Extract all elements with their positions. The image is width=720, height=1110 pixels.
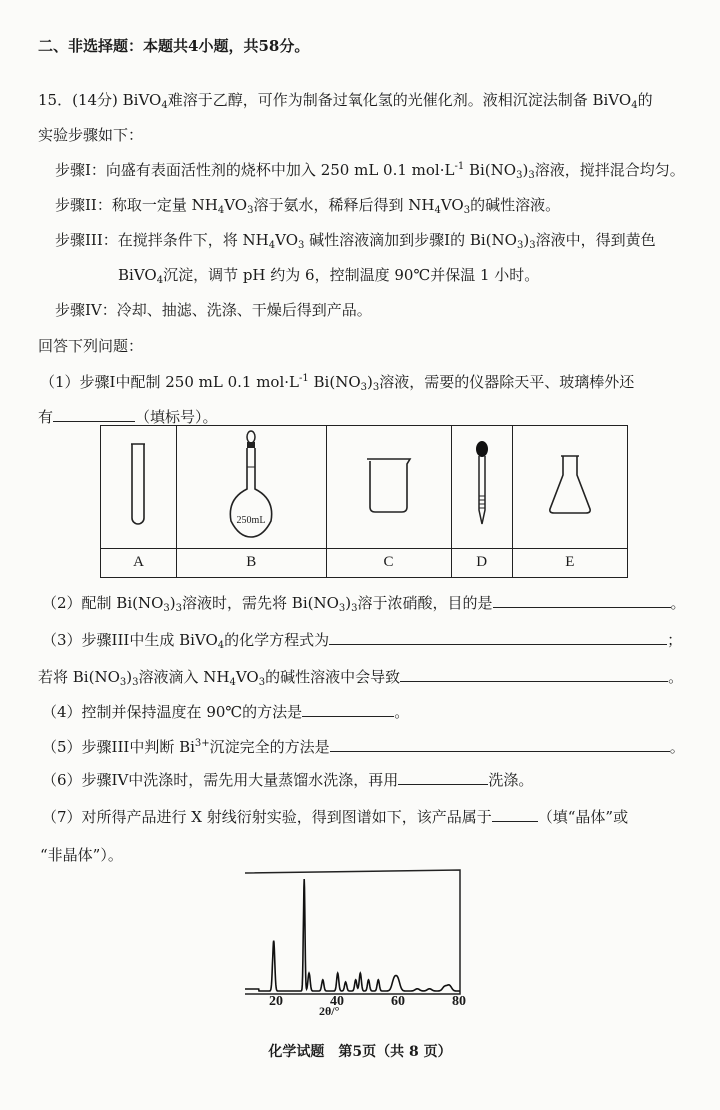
text-segment: 15．(14分) BiVO: [38, 91, 162, 109]
text-segment: “非晶体”）。: [40, 846, 123, 864]
text-segment: 的: [637, 91, 653, 109]
text-segment: BiVO: [118, 266, 157, 284]
section-heading: [38, 36, 309, 56]
subscript: 3: [463, 205, 471, 216]
text-segment: 的化学方程式为: [224, 631, 330, 649]
text-segment: 步骤II：称取一定量 NH: [55, 196, 218, 214]
x-tick-label: 80: [452, 994, 466, 1009]
subscript: 3: [132, 677, 139, 688]
subscript: 4: [229, 677, 236, 688]
subscript: 3: [528, 170, 535, 181]
step-3-continued: [118, 265, 539, 285]
answer-prompt: [38, 336, 143, 356]
step-2: [55, 195, 560, 215]
question-2: [42, 593, 686, 613]
apparatus-c-cell: [326, 426, 451, 549]
apparatus-a-cell: [101, 426, 177, 549]
text-segment: （4）控制并保持温度在 90℃的方法是: [42, 703, 303, 721]
subscript: 3: [372, 382, 380, 393]
text-segment: 溶液时，需先将 Bi(NO: [182, 594, 339, 612]
conical-flask-icon: [547, 453, 593, 517]
subscript: 3: [529, 240, 536, 251]
text-segment: 溶液中，得到黄色: [535, 231, 656, 249]
text-segment: VO: [235, 668, 259, 686]
subscript: 3: [338, 603, 346, 614]
text-segment: 回答下列问题：: [38, 337, 144, 355]
subscript: 3: [360, 382, 367, 393]
question-intro-2: [38, 125, 143, 145]
question-7-continued: [40, 845, 123, 865]
text-segment: VO: [440, 196, 464, 214]
text-segment: 溶于浓硝酸，目的是: [357, 594, 493, 612]
answer-blank: [329, 630, 667, 645]
text-segment: 。: [669, 738, 685, 756]
step-1: [55, 160, 685, 180]
subscript: 3: [175, 603, 183, 614]
text-segment: 有: [38, 408, 54, 426]
text-segment: 步骤III：在搅拌条件下，将 NH: [55, 231, 269, 249]
apparatus-label: C: [326, 548, 451, 577]
subscript: 3: [516, 240, 524, 251]
text-segment: Bi(NO: [464, 161, 517, 179]
text-segment: ；: [667, 631, 683, 649]
answer-blank: [398, 770, 488, 785]
text-segment: （1）步骤I中配制 250 mL 0.1 mol·L: [40, 373, 299, 391]
text-segment: 难溶于乙醇，可作为制备过氧化氢的光催化剂。液相沉淀法制备 BiVO: [167, 91, 632, 109]
text-segment: （5）步骤III中判断 Bi: [42, 738, 195, 756]
subscript: 4: [156, 275, 164, 286]
question-3: [42, 630, 682, 650]
text-segment: ): [522, 161, 529, 179]
volumetric-flask-icon: [221, 429, 281, 541]
text-segment: VO: [224, 196, 248, 214]
text-segment: 实验步骤如下：: [38, 126, 144, 144]
chart-frame: [245, 870, 460, 994]
question-5: [42, 737, 685, 757]
question-4: [42, 702, 409, 722]
text-segment: ): [126, 668, 133, 686]
text-segment: 。: [668, 668, 684, 686]
text-segment: 的碱性溶液。: [470, 196, 561, 214]
text-segment: 。: [670, 594, 686, 612]
apparatus-label: D: [451, 548, 512, 577]
answer-blank: [330, 737, 670, 752]
subscript: 3: [298, 240, 305, 251]
text-segment: （填标号）。: [135, 408, 218, 426]
subscript: 3: [119, 677, 127, 688]
text-segment: 步骤IV：冷却、抽滤、洗涤、干燥后得到产品。: [55, 301, 372, 319]
apparatus-label: A: [101, 548, 177, 577]
question-intro: [38, 90, 653, 110]
question-6: [42, 770, 533, 790]
subscript: 3: [351, 603, 358, 614]
answer-blank: [493, 593, 671, 608]
question-1-continued: [38, 407, 218, 427]
text-segment: 碱性溶液滴加到步骤I的 Bi(NO: [304, 231, 517, 249]
text-segment: ): [345, 594, 352, 612]
subscript: 3: [516, 170, 523, 181]
superscript: -1: [454, 161, 465, 172]
x-tick-label: 20: [269, 994, 284, 1009]
text-segment: （2）配制 Bi(NO: [42, 594, 164, 612]
page-footer: 化学试题 第5页（共 8 页）: [268, 1044, 452, 1060]
text-segment: 沉淀完全的方法是: [209, 738, 330, 756]
xrd-chart: [238, 866, 468, 1001]
text-segment: 的碱性溶液中会导致: [265, 668, 401, 686]
apparatus-b-cell: [176, 426, 326, 549]
x-tick-label: 60: [391, 994, 405, 1009]
subscript: 4: [217, 640, 225, 651]
text-segment: 洗涤。: [488, 771, 534, 789]
subscript: 4: [161, 100, 168, 111]
answer-blank: [492, 807, 538, 822]
text-segment: （填“晶体”或: [537, 808, 629, 826]
subscript: 4: [434, 205, 441, 216]
dropper-icon: [470, 440, 494, 530]
text-segment: 。: [394, 703, 410, 721]
text-segment: VO: [275, 231, 299, 249]
subscript: 3: [247, 205, 254, 216]
text-segment: 步骤I：向盛有表面活性剂的烧杯中加入 250 mL 0.1 mol·L: [55, 161, 455, 179]
beaker-icon: [364, 455, 414, 515]
apparatus-table: [100, 425, 628, 578]
text-segment: 溶液，需要的仪器除天平、玻璃棒外还: [379, 373, 635, 391]
xrd-series-line: [245, 879, 460, 991]
subscript: 4: [217, 205, 225, 216]
test-tube-icon: [123, 440, 153, 530]
question-1: [40, 372, 634, 392]
subscript: 4: [268, 240, 276, 251]
x-tick-label: 40: [330, 994, 344, 1009]
text-segment: （7）对所得产品进行 X 射线衍射实验，得到图谱如下，该产品属于: [42, 808, 492, 826]
apparatus-e-cell: [512, 426, 627, 549]
text-segment: 沉淀，调节 pH 约为 6，控制温度 90℃并保温 1 小时。: [163, 266, 540, 284]
subscript: 4: [631, 100, 638, 111]
answer-blank: [400, 667, 668, 682]
apparatus-d-cell: [451, 426, 512, 549]
text-segment: ): [169, 594, 176, 612]
text-segment: （6）步骤IV中洗涤时，需先用大量蒸馏水洗涤，再用: [42, 771, 399, 789]
answer-blank: [302, 702, 394, 717]
answer-blank: [53, 407, 135, 422]
text-segment: Bi(NO: [308, 373, 361, 391]
superscript: 3+: [194, 738, 210, 749]
text-segment: 二、非选择题：本题共4小题，共58分。: [38, 37, 310, 55]
text-segment: ): [523, 231, 530, 249]
question-7: [42, 807, 628, 827]
text-segment: （3）步骤III中生成 BiVO: [42, 631, 218, 649]
text-segment: 若将 Bi(NO: [38, 668, 120, 686]
text-segment: 溶于氨水，稀释后得到 NH: [253, 196, 435, 214]
text-segment: 溶液，搅拌混合均匀。: [534, 161, 685, 179]
apparatus-label: B: [176, 548, 326, 577]
subscript: 3: [258, 677, 266, 688]
step-3: [55, 230, 656, 250]
apparatus-label: E: [512, 548, 627, 577]
step-4: [55, 300, 372, 320]
superscript: -1: [299, 373, 309, 384]
text-segment: 溶液滴入 NH: [138, 668, 230, 686]
question-3-continued: [38, 667, 683, 687]
flask-capacity-mark: 250mL: [236, 514, 266, 526]
subscript: 3: [163, 603, 170, 614]
x-axis-label: 2θ/°: [319, 1004, 340, 1018]
text-segment: ): [367, 373, 373, 391]
